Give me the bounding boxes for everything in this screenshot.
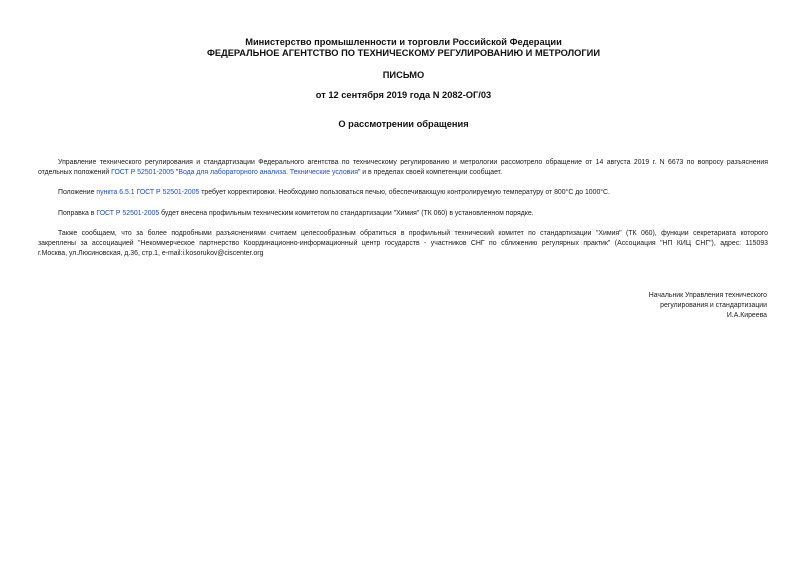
- gost-link[interactable]: ГОСТ Р 52501-2005: [111, 169, 174, 177]
- paragraph-3-text-b: будет внесена профильным техническим комитетом по стандартизации "Химия" (ТК 060) в установленном порядке.: [159, 210, 534, 217]
- gost-clause-link[interactable]: пункта 6.5.1 ГОСТ Р 52501-2005: [96, 189, 200, 196]
- gost-link-2[interactable]: ГОСТ Р 52501-2005: [96, 210, 160, 217]
- paragraph-1-line-2: [38, 168, 768, 178]
- paragraph-4: [38, 229, 768, 260]
- document-type: ПИСЬМО: [382, 70, 425, 80]
- signature-name: И.А.Киреева: [726, 312, 767, 320]
- document-subject: О рассмотрении обращения: [338, 119, 469, 129]
- ministry-name: Министерство промышленности и торговли Российской Федерации: [245, 37, 562, 47]
- paragraph-4-line-1: Также сообщаем, что за более подробными разъяснениями считаем целесообразным обратиться в профильный технический комитет по стандартизации "Химия" (ТК 060), функции секретариата которого: [58, 230, 768, 237]
- paragraph-2-text-b: требует корректировки. Необходимо пользоваться печью, обеспечивающую контролируемую температуру от 800°С до 1000°С.: [199, 189, 610, 196]
- paragraph-1-text-b: ": [173, 169, 179, 177]
- paragraph-4-line-3: г.Москва, ул.Люсиновская, д.36, стр.1, e-mail:i.kosorukov@ciscenter.org: [38, 250, 264, 258]
- paragraph-4-line-2: закреплены за ассоциацией "Некоммерческое партнерство Координационно-информационный центр государств - участников СНГ по сближению регулярных практик" (Ассоциация "НП КИЦ СНГ"), адрес: 115093: [38, 240, 768, 248]
- document-date-number: от 12 сентября 2019 года N 2082-ОГ/03: [315, 90, 492, 100]
- paragraph-3-line: [38, 209, 768, 219]
- paragraph-2: [38, 188, 768, 198]
- agency-name: ФЕДЕРАЛЬНОЕ АГЕНТСТВО ПО ТЕХНИЧЕСКОМУ РЕГУЛИРОВАНИЮ И МЕТРОЛОГИИ: [206, 48, 601, 58]
- paragraph-3-text-a: Поправка в: [58, 210, 97, 217]
- paragraph-3: [38, 209, 768, 219]
- paragraph-2-text-a: Положение: [58, 189, 97, 196]
- paragraph-2-line: [38, 188, 768, 198]
- signature-position-line-2: регулирования и стандартизации: [660, 302, 767, 310]
- signature-position-line-1: Начальник Управления технического: [648, 292, 767, 299]
- paragraph-1-text-a: отдельных положений: [38, 169, 112, 177]
- gost-title-link[interactable]: Вода для лабораторного анализа. Технические условия: [178, 169, 358, 177]
- signature-block: [567, 291, 767, 322]
- paragraph-1-line-1: Управление технического регулирования и стандартизации Федерального агентства по техническому регулированию и метрологии рассмотрело обращение от 14 августа 2019 г. N 6673 по вопросу разъяснения: [58, 159, 768, 166]
- paragraph-1-text-c: " и в пределах своей компетенции сообщает.: [357, 169, 502, 177]
- paragraph-1: [38, 158, 768, 178]
